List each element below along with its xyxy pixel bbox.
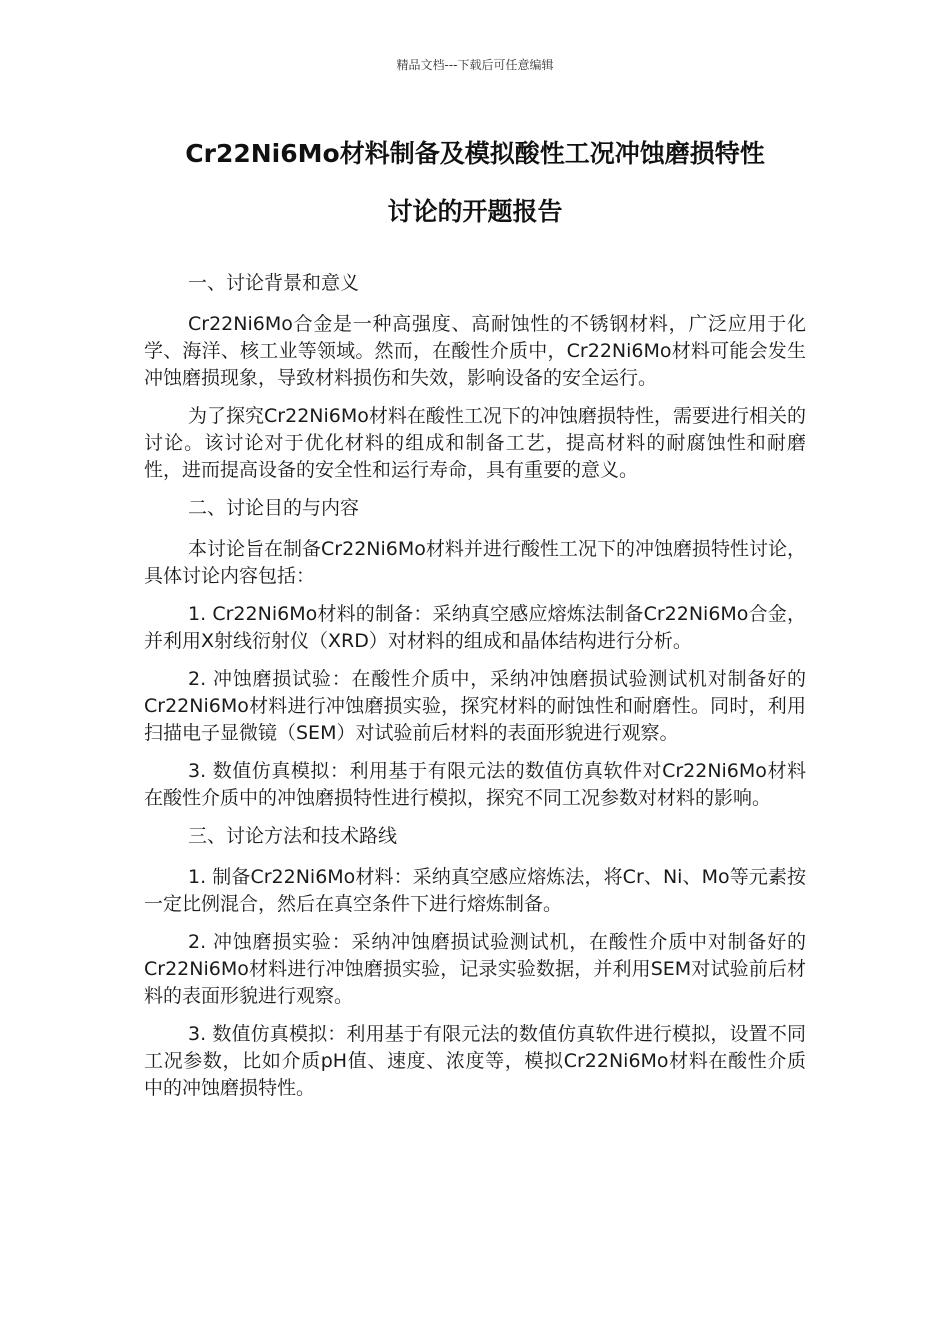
section-heading-background: 一、讨论背景和意义 <box>188 272 360 294</box>
section-heading-methods: 三、讨论方法和技术路线 <box>188 825 398 847</box>
section-heading-objectives: 二、讨论目的与内容 <box>188 497 360 519</box>
paragraph-objectives-intro: 本讨论旨在制备Cr22Ni6Mo材料并进行酸性工况下的冲蚀磨损特性讨论，具体讨论内容包括： <box>144 538 806 587</box>
list-item-objective-3: 3. 数值仿真模拟：利用基于有限元法的数值仿真软件对Cr22Ni6Mo材料在酸性介质中的冲蚀磨损特性进行模拟，探究不同工况参数对材料的影响。 <box>144 760 806 809</box>
document-title-line-2: 讨论的开题报告 <box>387 197 563 226</box>
paragraph-background-1: Cr22Ni6Mo合金是一种高强度、高耐蚀性的不锈钢材料，广泛应用于化学、海洋、核工业等领域。然而，在酸性介质中，Cr22Ni6Mo材料可能会发生冲蚀磨损现象，导致材料损伤和失效，影响设备的安全运行。 <box>144 313 806 389</box>
document-body <box>144 270 806 1113</box>
list-item-objective-2: 2. 冲蚀磨损试验：在酸性介质中，采纳冲蚀磨损试验测试机对制备好的Cr22Ni6Mo材料进行冲蚀磨损实验，探究材料的耐蚀性和耐磨性。同时，利用扫描电子显微镜（SEM）对试验前后材料的表面形貌进行观察。 <box>144 668 806 744</box>
page-header: 精品文档---下载后可任意编辑 <box>396 58 554 72</box>
list-item-method-2: 2. 冲蚀磨损实验：采纳冲蚀磨损试验测试机，在酸性介质中对制备好的Cr22Ni6Mo材料进行冲蚀磨损实验，记录实验数据，并利用SEM对试验前后材料的表面形貌进行观察。 <box>144 931 806 1007</box>
list-item-method-3: 3. 数值仿真模拟：利用基于有限元法的数值仿真软件进行模拟，设置不同工况参数，比如介质pH值、速度、浓度等，模拟Cr22Ni6Mo材料在酸性介质中的冲蚀磨损特性。 <box>144 1023 806 1099</box>
list-item-method-1: 1. 制备Cr22Ni6Mo材料：采纳真空感应熔炼法，将Cr、Ni、Mo等元素按一定比例混合，然后在真空条件下进行熔炼制备。 <box>144 866 806 915</box>
document-title-line-1: Cr22Ni6Mo材料制备及模拟酸性工况冲蚀磨损特性 <box>185 139 765 168</box>
paragraph-background-2: 为了探究Cr22Ni6Mo材料在酸性工况下的冲蚀磨损特性，需要进行相关的讨论。该讨论对于优化材料的组成和制备工艺，提高材料的耐腐蚀性和耐磨性，进而提高设备的安全性和运行寿命，具有重要的意义。 <box>144 405 806 481</box>
list-item-objective-1: 1. Cr22Ni6Mo材料的制备：采纳真空感应熔炼法制备Cr22Ni6Mo合金，并利用X射线衍射仪（XRD）对材料的组成和晶体结构进行分析。 <box>144 603 806 652</box>
